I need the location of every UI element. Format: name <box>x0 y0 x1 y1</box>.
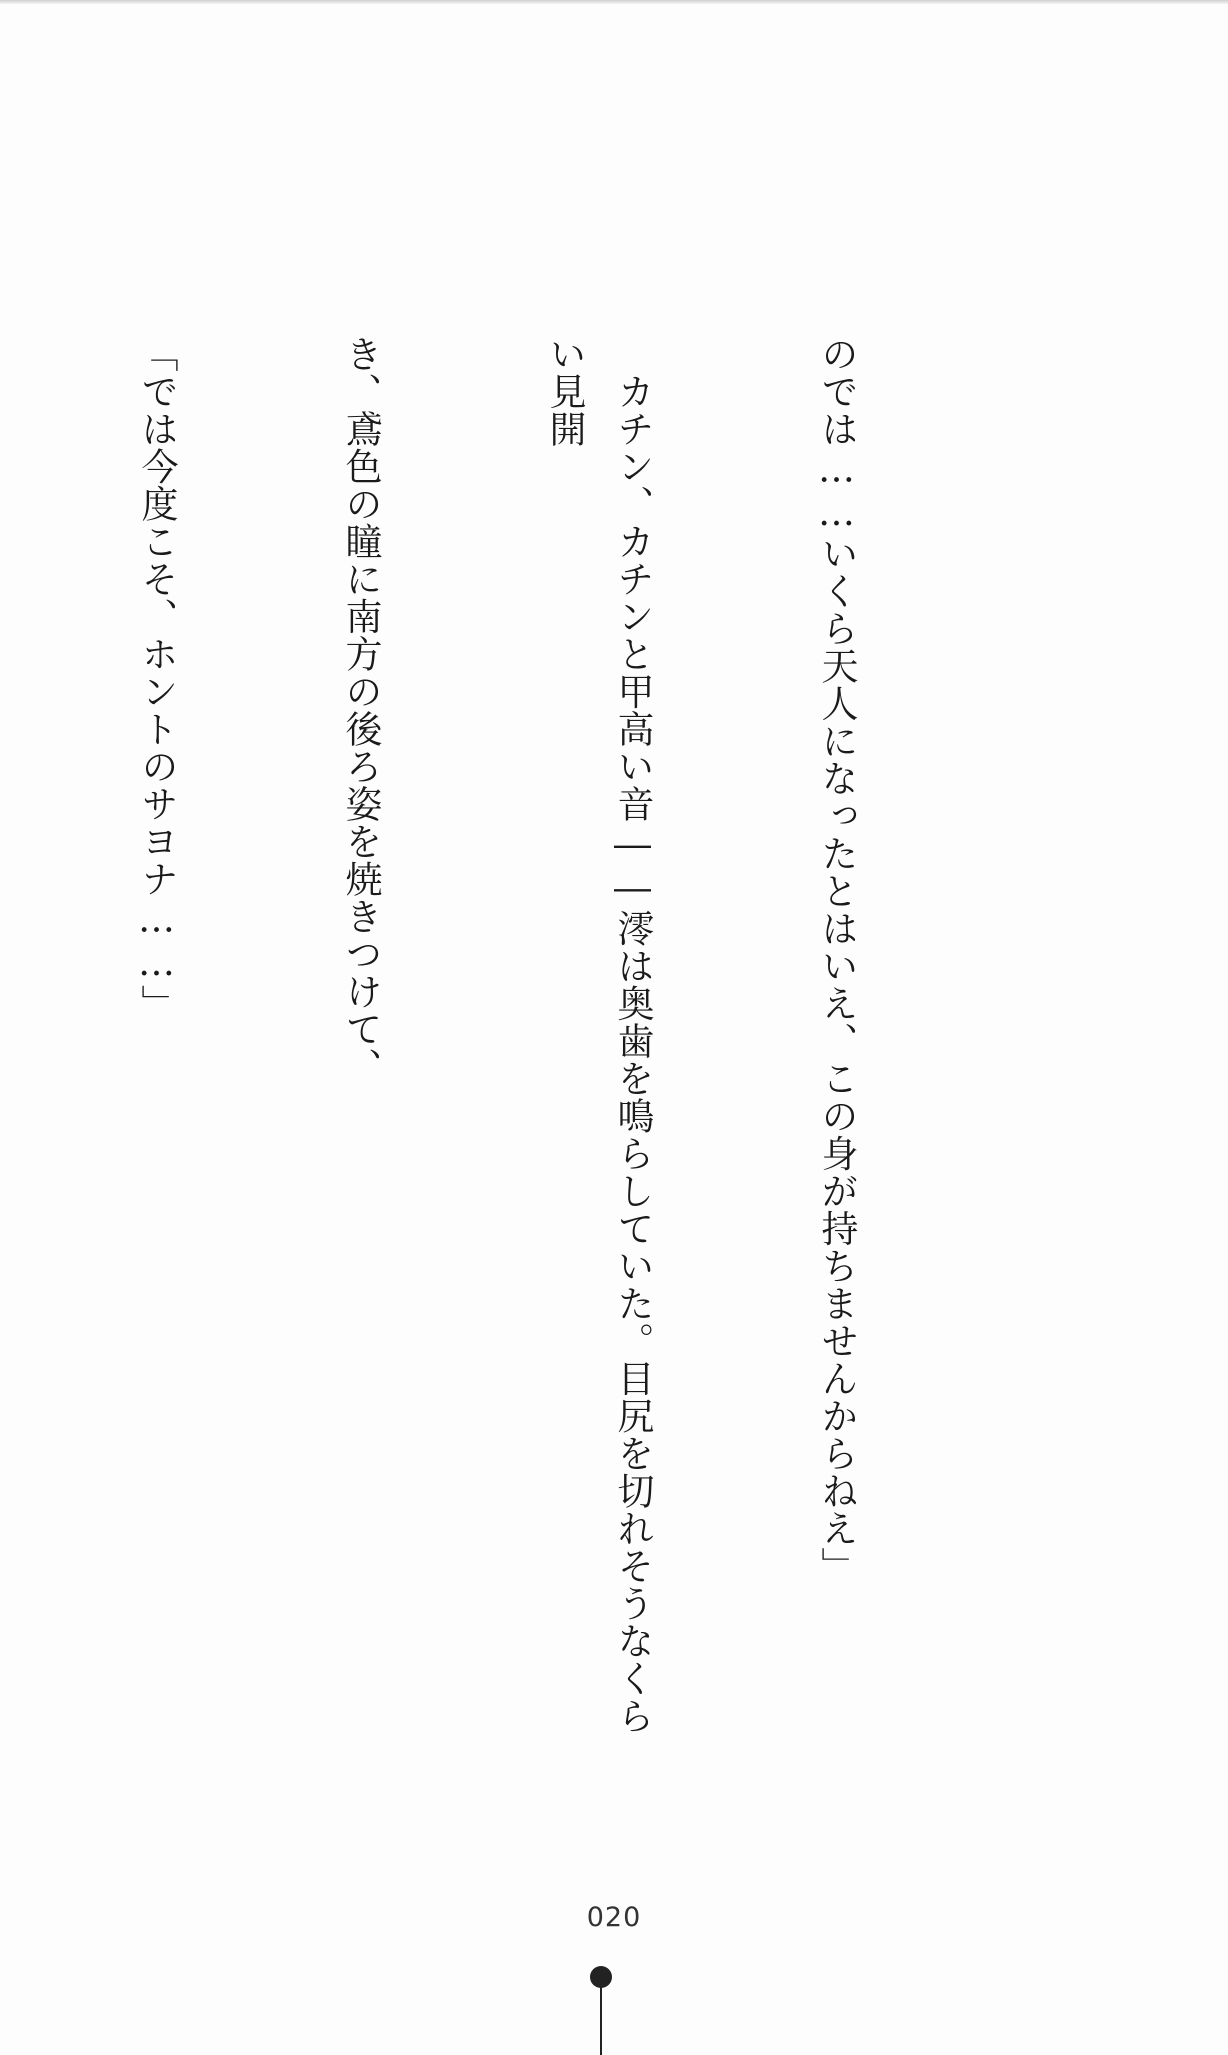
text-line: 「では今度こそ、ホントのサヨナ……」 <box>135 335 178 1022</box>
page-number: 020 <box>586 1902 642 1933</box>
page-marker-line <box>600 1984 602 2055</box>
text-line: カチン、カチンと甲高い音――澪は奥歯を鳴らしていた。目尻を切れそうなくらい見開 <box>543 335 654 1735</box>
page-top-edge <box>0 0 1228 4</box>
text-line: のでは……いくら天人になったとはいえ、この身が持ちませんからねえ」 <box>815 335 858 1585</box>
text-line: き、鳶色の瞳に南方の後ろ姿を焼きつけて、 <box>339 335 382 1085</box>
vertical-body-text <box>0 335 1006 1735</box>
